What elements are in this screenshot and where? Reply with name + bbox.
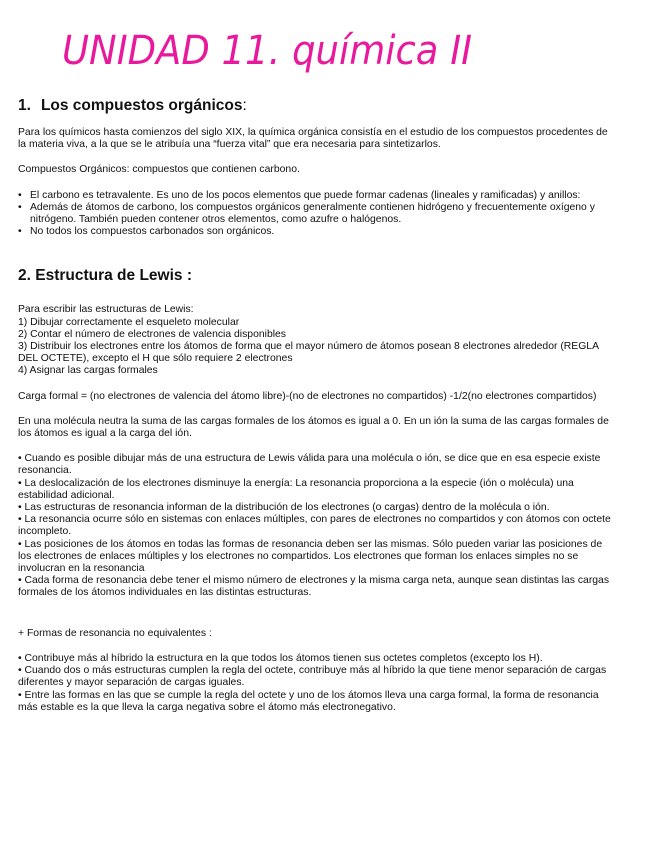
handwritten-title-text: UNIDAD 11. química II [62,28,472,74]
list-item: • Contribuye más al híbrido la estructura en la que todos los átomos tienen sus octetes completos (excepto los H). [18,652,543,664]
lewis-step: 4) Asignar las cargas formales [18,365,158,377]
lewis-step: 3) Distribuir los electrones entre los átomos de forma que el mayor número de átomos posean 8 electrones alrededor (REGLA DEL OCTETE), excepto el H que sólo requiere 2 electrones [18,341,599,365]
section-1-definition: Compuestos Orgánicos: compuestos que contienen carbono. [18,164,300,176]
list-item: • La deslocalización de los electrones disminuye la energía: La resonancia proporciona a la especie (ión o molécula) una estabilidad adicional. [18,477,574,501]
list-item: • Entre las formas en las que se cumple la regla del octete y uno de los átomos lleva una carga formal, la forma de resonancia más estable es la que lleva la carga negativa sobre el átomo más electronegativo. [18,689,599,713]
nonequivalent-heading: + Formas de resonancia no equivalentes : [18,627,212,639]
lewis-step: 1) Dibujar correctamente el esqueleto molecular [18,316,240,328]
formal-charge-formula: Carga formal = (no electrones de valencia del átomo libre)-(no de electrones no compartidos) -1/2(no electrones compartidos) [18,390,597,402]
resonance-points [18,453,618,599]
list-item: • Cuando es posible dibujar más de una estructura de Lewis válida para una molécula o ión, se dice que en esa especie existe resonancia. [18,453,601,477]
list-item: • Las estructuras de resonancia informan de la distribución de los electrones (o cargas) dentro de la molécula o ión. [18,502,550,514]
section-1-heading [18,96,618,116]
section-1-intro: Para los químicos hasta comienzos del siglo XIX, la química orgánica consistía en el estudio de los compuestos procedentes de la materia viva, a la que se le atribuía una “fuerza vital” que era necesaria para sintetizarlos. [18,127,608,151]
section-1-title: Los compuestos orgánicos [40,97,243,114]
section-2-heading: 2. Estructura de Lewis : [18,267,192,285]
lewis-steps-intro: Para escribir las estructuras de Lewis: [18,304,194,316]
list-item: • Las posiciones de los átomos en todas las formas de resonancia deben ser las mismas. Sólo pueden variar las posiciones de los electrones de enlaces múltiples y los electrones no compartidos. Los electrones que forman los enlaces simples no se involucran en la resonancia [18,538,603,575]
list-item: • Además de átomos de carbono, los compuestos orgánicos generalmente contienen hidrógeno y frecuentemente oxígeno y nitrógeno. También pueden contener otros elementos, como azufre o halógenos. [18,202,618,226]
document-body [18,96,618,714]
list-item: • No todos los compuestos carbonados son orgánicos. [18,226,618,238]
list-item: • El carbono es tetravalente. Es uno de los pocos elementos que puede formar cadenas (lineales y ramificadas) y anillos: [18,190,618,202]
list-item: • La resonancia ocurre sólo en sistemas con enlaces múltiples, con pares de electrones no compartidos y con átomos con octete incompleto. [18,514,611,538]
list-item: • Cada forma de resonancia debe tener el mismo número de electrones y la misma carga neta, aunque sean distintas las cargas formales de los átomos individuales en las distintas estructuras. [18,575,610,599]
list-item: • Cuando dos o más estructuras cumplen la regla del octete, contribuye más al híbrido la que tiene menor separación de cargas diferentes y mayor separación de cargas iguales. [18,665,607,689]
section-1-number: 1. [18,97,31,114]
lewis-step: 2) Contar el número de electrones de valencia disponibles [18,328,287,340]
handwritten-title [62,14,482,86]
neutral-ion-rule: En una molécula neutra la suma de las cargas formales de los átomos es igual a 0. En un ión la suma de las cargas formales de los átomos es igual a la carga del ión. [18,415,609,440]
lewis-steps [18,304,618,377]
section-1-colon: : [242,97,247,114]
nonequivalent-points [18,653,618,714]
section-1-bullet-list [18,190,618,239]
